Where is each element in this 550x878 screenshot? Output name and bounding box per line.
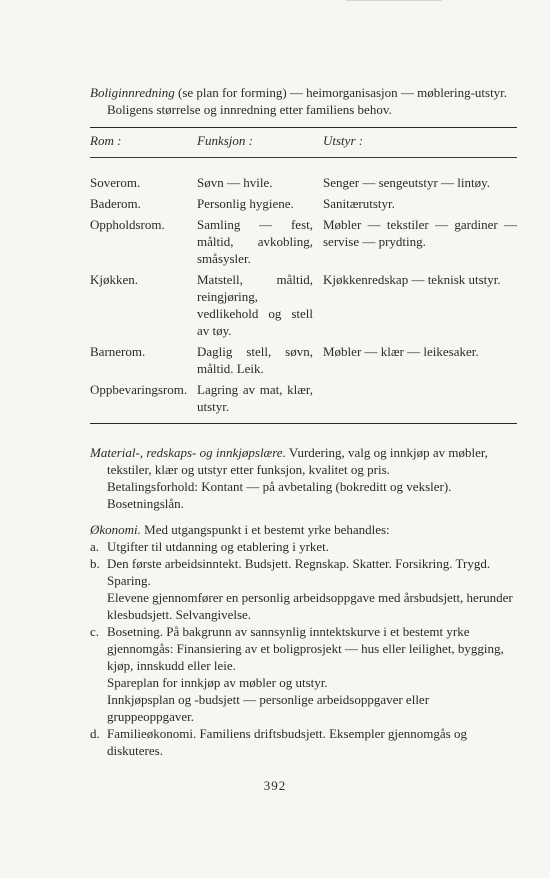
room-cell: Kjøkken. — [90, 272, 139, 287]
item-paragraph: Spareplan for innkjøp av møbler og utstyr. — [107, 675, 328, 690]
room-function-table — [90, 127, 517, 424]
room-cell: Oppbevaringsrom. — [90, 382, 188, 397]
intro-lead: Boliginnredning — [90, 85, 175, 100]
item-paragraph: Den første arbeidsinntekt. Budsjett. Regnskap. Skatter. Forsikring. Trygd. Sparing. — [107, 556, 491, 588]
table-row — [90, 174, 517, 191]
equipment-cell: Møbler — klær — leikesaker. — [323, 344, 479, 359]
item-paragraph: Utgifter til utdanning og etablering i yrket. — [107, 539, 330, 554]
table-bottom-rule — [90, 423, 517, 424]
economy-lead: Økonomi. — [90, 522, 141, 537]
item-label: a. — [90, 539, 100, 554]
intro-text: (se plan for forming) — heimorganisasjon — møblering-utstyr. Boligens størrelse og innredning etter familiens behov. — [107, 85, 508, 117]
list-item — [90, 623, 518, 725]
top-edge-mark — [346, 0, 442, 1]
function-cell: Lagring av mat, klær, utstyr. — [197, 382, 313, 414]
item-body — [107, 538, 518, 555]
table-row — [90, 195, 517, 212]
item-paragraph: Innkjøpsplan og -budsjett — personlige arbeidsoppgaver eller gruppeoppgaver. — [107, 692, 430, 724]
intro-paragraph — [90, 84, 518, 118]
equipment-cell: Senger — sengeutstyr — lintøy. — [323, 175, 491, 190]
room-cell: Soverom. — [90, 175, 141, 190]
item-body — [107, 555, 518, 623]
economy-intro — [90, 521, 518, 538]
equipment-cell: Møbler — tekstiler — gardiner — servise — prydting. — [323, 217, 517, 249]
list-item — [90, 538, 518, 555]
function-cell: Samling — fest, måltid, avkobling, småsysler. — [197, 217, 313, 266]
economy-section — [90, 521, 518, 759]
page-content — [90, 84, 518, 759]
room-cell: Baderom. — [90, 196, 141, 211]
header-function: Funksjon : — [197, 133, 253, 148]
function-cell: Personlig hygiene. — [197, 196, 294, 211]
item-body — [107, 725, 518, 759]
table-header — [90, 128, 517, 157]
material-text: Vurdering, valg og innkjøp av møbler, tekstiler, klær og utstyr etter funksjon, kvalitet og pris. — [107, 445, 488, 477]
table-row — [90, 271, 517, 339]
economy-text: Med utgangspunkt i et bestemt yrke behandles: — [140, 522, 390, 537]
material-section — [90, 444, 518, 512]
item-label: b. — [90, 556, 100, 571]
function-cell: Søvn — hvile. — [197, 175, 273, 190]
function-cell: Matstell, måltid, reingjøring, vedlikehold og stell av tøy. — [197, 272, 313, 338]
settlement-loan: Bosetningslån. — [107, 496, 184, 511]
payment-terms: Betalingsforhold: Kontant — på avbetaling (bokreditt og veksler). — [107, 479, 452, 494]
list-item — [90, 725, 518, 759]
material-lead: Material-, redskaps- og innkjøpslære. — [90, 445, 286, 460]
table-row — [90, 343, 517, 377]
item-body — [107, 623, 518, 725]
room-cell: Oppholdsrom. — [90, 217, 165, 232]
material-paragraph — [90, 444, 518, 478]
equipment-cell: Sanitærutstyr. — [323, 196, 395, 211]
list-item — [90, 555, 518, 623]
function-cell: Daglig stell, søvn, måltid. Leik. — [197, 344, 313, 376]
item-paragraph: Familieøkonomi. Familiens driftsbudsjett. Eksempler gjennomgås og diskuteres. — [107, 726, 467, 758]
header-equipment: Utstyr : — [323, 133, 364, 148]
table-row — [90, 216, 517, 267]
room-cell: Barnerom. — [90, 344, 146, 359]
header-room: Rom : — [90, 133, 122, 148]
table-body — [90, 158, 517, 423]
equipment-cell: Kjøkkenredskap — teknisk utstyr. — [323, 272, 501, 287]
item-label: c. — [90, 624, 100, 639]
item-paragraph: Elevene gjennomfører en personlig arbeidsoppgave med årsbudsjett, herunder klesbudsjett. Selvangivelse. — [107, 590, 513, 622]
item-label: d. — [90, 726, 100, 741]
page-number: 392 — [263, 778, 287, 793]
table-row — [90, 381, 517, 415]
item-paragraph: Bosetning. På bakgrunn av sannsynlig inntektskurve i et bestemt yrke gjennomgås: Finansiering av et boligprosjekt — hus eller leilighet, bygging, kjøp, innskudd eller leie. — [107, 624, 504, 673]
